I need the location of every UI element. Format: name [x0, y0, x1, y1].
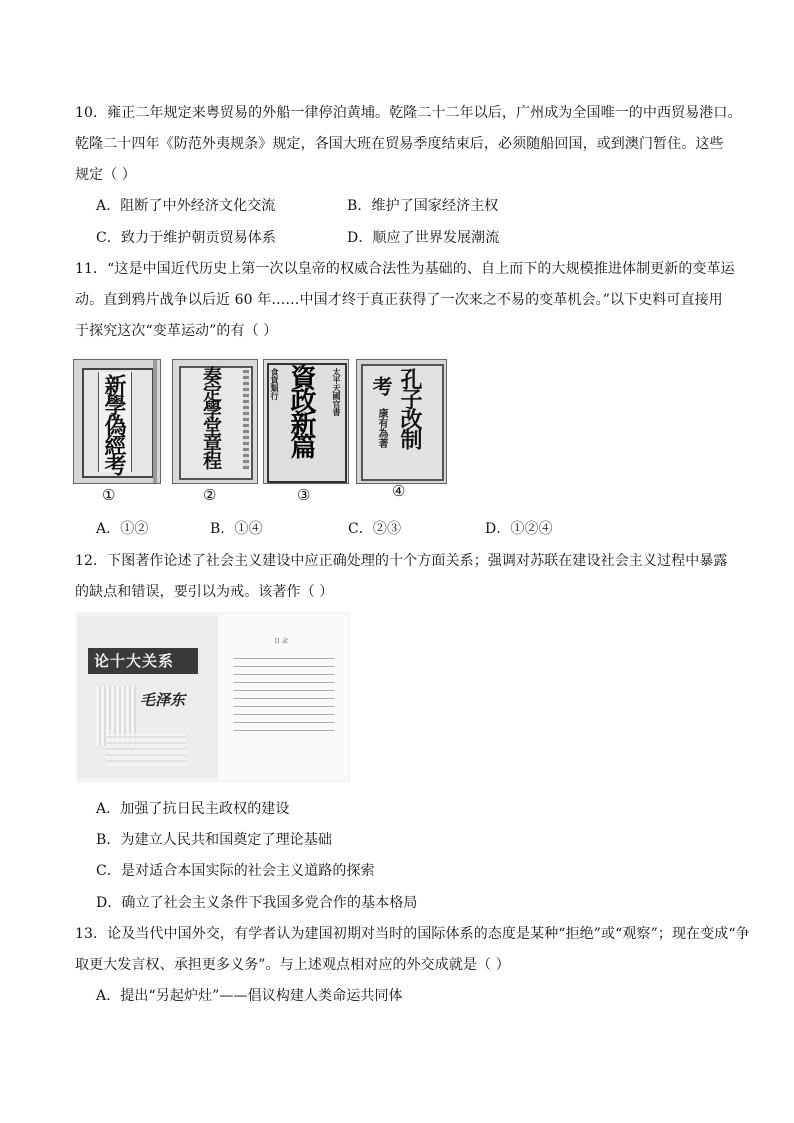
q11-stem-line1: 11．“这是中国近代历史上第一次以皇帝的权威合法性为基础的、自上而下的大规模推进体制更新的变革运: [75, 261, 735, 277]
book-image-zizheng-xinpian: [263, 359, 349, 484]
book-image-zouding-xuetang-zhangcheng: [172, 359, 258, 484]
q10-option-d[interactable]: D．顺应了世界发展潮流: [347, 230, 500, 246]
book-number: ②: [203, 486, 217, 504]
book-title-part: 考: [369, 376, 393, 396]
q13-option-a[interactable]: A．提出“另起炉灶”——倡议构建人类命运共同体: [96, 988, 403, 1004]
q10-option-a[interactable]: A．阻断了中外经济文化交流: [96, 198, 276, 214]
toc-heading: 目 录: [274, 638, 288, 645]
q12-stem-line1: 12．下图著作论述了社会主义建设中应正确处理的十个方面关系；强调对苏联在建设社会主义过程中暴露: [75, 553, 728, 569]
cover-title: 论十大关系: [94, 652, 175, 670]
q13-stem-line1: 13．论及当代中国外交，有学者认为建国初期对当时的国际体系的态度是某种“拒绝”或“观察”；现在变成“争: [75, 926, 750, 942]
q11-option-a[interactable]: A．①②: [96, 521, 149, 537]
book-number: ④: [392, 482, 406, 500]
book-side-label: 食貨類行: [270, 368, 280, 400]
q11-stem-line2: 动。直到鸦片战争以后近 60 年……中国才终于真正获得了一次来之不易的变革机会。”以下史料可直接用: [75, 292, 723, 308]
book-title: 奏定學堂章程: [200, 366, 222, 468]
book-number: ①: [102, 486, 116, 504]
book-title-part: 孔子改制: [397, 368, 423, 448]
q11-option-d[interactable]: D．①②④: [485, 521, 553, 537]
q10-option-b[interactable]: B．维护了国家经济主权: [347, 198, 499, 214]
book-image-lun-shida-guanxi: [76, 612, 350, 782]
book-author: 康有為著: [376, 408, 387, 448]
book-side-label: 太平天國官書: [332, 368, 342, 416]
book-image-xinxue-weijing-kao: [73, 359, 161, 484]
q10-stem-line2: 乾隆二十四年《防范外夷规条》规定，各国大班在贸易季度结束后，必须随船回国，或到澳门暂住。这些: [75, 136, 724, 152]
q11-stem-line3: 于探究这次“变革运动”的有（ ）: [75, 323, 278, 339]
q12-option-a[interactable]: A．加强了抗日民主政权的建设: [96, 801, 290, 817]
q10-stem-line3: 规定（ ）: [75, 167, 136, 183]
q12-option-c[interactable]: C．是对适合本国实际的社会主义道路的探索: [96, 863, 375, 879]
book-cover: [78, 616, 219, 778]
cover-signature: 毛泽东: [140, 691, 186, 709]
q10-stem-line1: 10．雍正二年规定来粤贸易的外船一律停泊黄埔。乾隆二十二年以后，广州成为全国唯一的中西贸易港口。: [75, 105, 742, 121]
q11-option-b[interactable]: B．①④: [210, 521, 263, 537]
q11-option-c[interactable]: C．②③: [348, 521, 402, 537]
q13-stem-line2: 取更大发言权、承担更多义务”。与上述观点相对应的外交成就是（ ）: [75, 957, 510, 973]
q12-option-d[interactable]: D．确立了社会主义条件下我国多党合作的基本格局: [96, 895, 418, 911]
book-title: 資政新篇: [286, 364, 316, 456]
q12-option-b[interactable]: B．为建立人民共和国奠定了理论基础: [96, 832, 332, 848]
q10-option-c[interactable]: C．致力于维护朝贡贸易体系: [96, 230, 277, 246]
toc-page: [218, 614, 348, 780]
q12-stem-line2: 的缺点和错误，要引以为戒。该著作（ ）: [75, 584, 334, 600]
book-number: ③: [297, 486, 311, 504]
book-title: 新學偽經考: [101, 374, 127, 474]
book-image-kongzi-gaizhi-kao: [356, 359, 447, 484]
